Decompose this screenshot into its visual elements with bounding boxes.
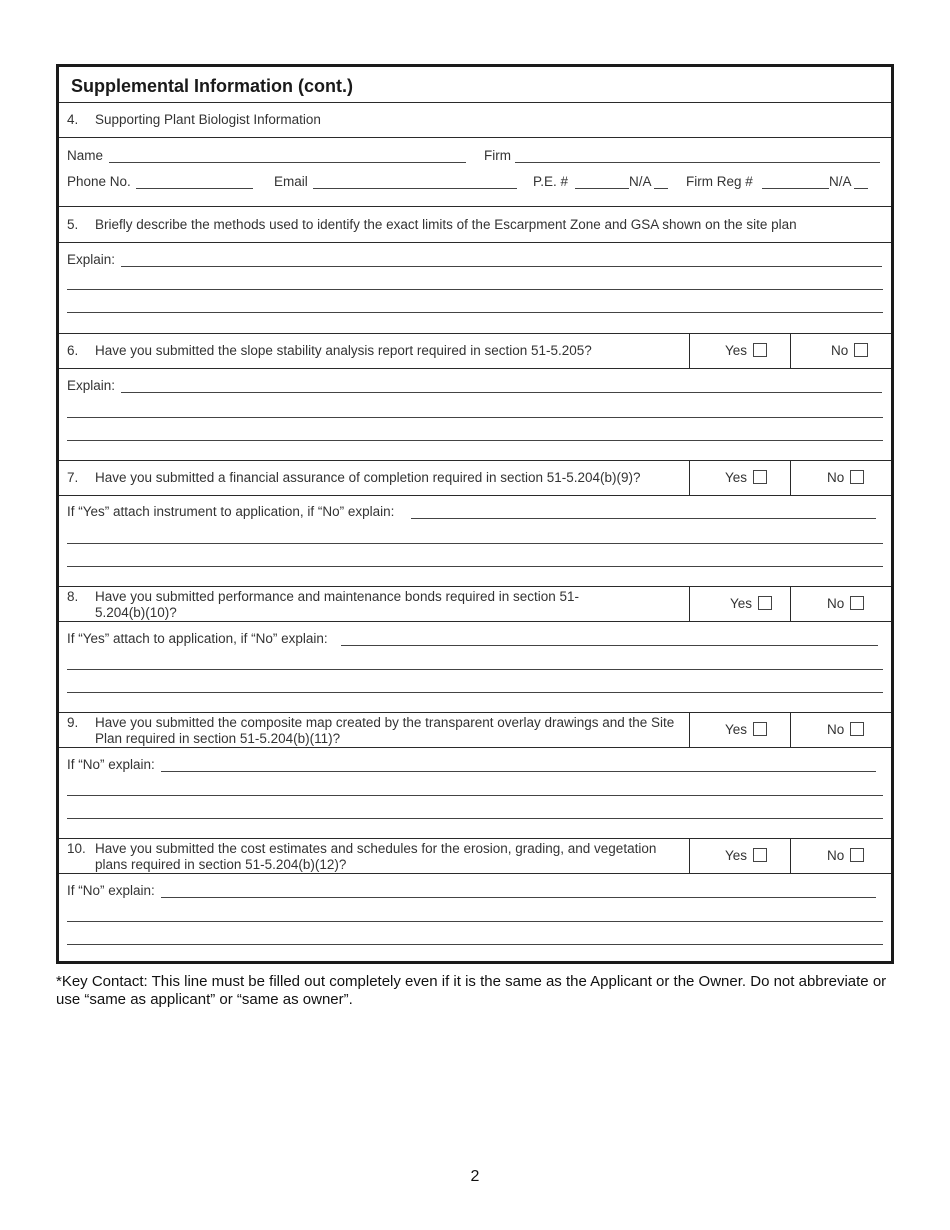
question-7-no-option[interactable] [827,470,864,485]
question-8-yes-checkbox[interactable] [758,596,772,610]
question-7-number: 7. [67,470,79,485]
question-6-text: Have you submitted the slope stability analysis report required in section 51-5.205? [95,343,592,358]
pe-number-label: P.E. # [533,174,569,189]
question-4-text: Supporting Plant Biologist Information [95,112,321,127]
question-9-no-option[interactable] [827,722,864,737]
question-7-explain-line-2[interactable] [67,543,883,544]
question-7-explain-label: If “Yes” attach instrument to application, if “No” explain: [67,504,395,519]
question-8-no-option[interactable] [827,596,864,611]
question-10-row [59,839,891,874]
question-8-explain-line-2[interactable] [67,669,883,670]
question-7-explain-line-3[interactable] [67,566,883,567]
question-8-explain-label: If “Yes” attach to application, if “No” explain: [67,631,328,646]
question-6-yes-checkbox[interactable] [753,343,767,357]
question-6-row [59,334,891,369]
firm-label: Firm [484,148,511,163]
form-title: Supplemental Information (cont.) [71,76,353,96]
question-6-explain-label: Explain: [67,378,116,393]
question-9-explain-line-2[interactable] [67,795,883,796]
yes-label: Yes [725,722,748,737]
question-5-explain-label: Explain: [67,252,116,267]
question-10-no-option[interactable] [827,848,864,863]
name-label: Name [67,148,104,163]
question-7-divider-1 [689,461,690,495]
firm-field[interactable] [515,162,880,163]
question-7-divider-2 [790,461,791,495]
question-4-row [59,103,891,138]
supplemental-form [56,64,894,964]
email-label: Email [274,174,308,189]
question-9-divider-1 [689,713,690,747]
question-8-number: 8. [67,589,79,604]
yes-label: Yes [730,596,753,611]
question-9-yes-checkbox[interactable] [753,722,767,736]
question-4-number: 4. [67,112,79,127]
question-7-text: Have you submitted a financial assurance of completion required in section 51-5.204(b)(9)? [95,470,641,485]
question-9-number: 9. [67,715,79,730]
question-6-explain-area [59,369,891,461]
no-label: No [827,848,845,863]
question-10-explain-label: If “No” explain: [67,883,155,898]
question-10-divider-1 [689,839,690,873]
question-5-number: 5. [67,217,79,232]
question-6-explain-line-3[interactable] [67,440,883,441]
question-10-explain-line-3[interactable] [67,944,883,945]
no-label: No [827,596,845,611]
yes-label: Yes [725,470,748,485]
key-contact-footnote: *Key Contact: This line must be filled out completely even if it is the same as the Applicant or the Owner. Do not abbreviate or use “same as applicant” or “same as owner”. [56,973,887,1008]
yes-label: Yes [725,343,748,358]
question-9-text: Have you submitted the composite map created by the transparent overlay drawings and the Site Plan required in section 51-5.204(b)(11)? [95,715,675,746]
no-label: No [831,343,849,358]
firm-reg-na-field[interactable] [854,188,868,189]
question-10-yes-checkbox[interactable] [753,848,767,862]
firm-reg-field[interactable] [762,188,829,189]
question-5-row [59,207,891,243]
question-8-text: Have you submitted performance and maintenance bonds required in section 51-5.204(b)(10)? [95,589,580,620]
question-10-no-checkbox[interactable] [850,848,864,862]
question-6-explain-line-1[interactable] [121,392,882,393]
question-8-explain-line-1[interactable] [341,645,878,646]
question-10-explain-area [59,874,891,962]
name-field[interactable] [109,162,466,163]
question-6-no-checkbox[interactable] [854,343,868,357]
email-field[interactable] [313,188,517,189]
firm-reg-label: Firm Reg # [686,174,753,189]
question-6-number: 6. [67,343,79,358]
question-7-yes-checkbox[interactable] [753,470,767,484]
firm-reg-na-label: N/A [829,174,852,189]
question-7-no-checkbox[interactable] [850,470,864,484]
question-7-explain-area [59,496,891,587]
question-7-row [59,461,891,496]
page-number: 2 [470,1168,480,1185]
question-10-divider-2 [790,839,791,873]
question-8-row [59,587,891,622]
pe-na-field[interactable] [654,188,668,189]
question-5-text: Briefly describe the methods used to identify the exact limits of the Escarpment Zone and GSA shown on the site plan [95,217,797,232]
question-9-yes-option[interactable] [725,722,767,737]
biologist-contact-row [59,138,891,207]
question-10-text: Have you submitted the cost estimates and schedules for the erosion, grading, and vegetation plans required in section 51-5.204(b)(12)? [95,841,657,872]
no-label: No [827,722,845,737]
question-8-explain-area [59,622,891,713]
question-9-explain-line-3[interactable] [67,818,883,819]
question-8-divider-2 [790,587,791,621]
yes-label: Yes [725,848,748,863]
question-6-divider-2 [790,334,791,368]
question-9-explain-label: If “No” explain: [67,757,155,772]
phone-field[interactable] [136,188,253,189]
question-7-explain-line-1[interactable] [411,518,876,519]
question-6-yes-option[interactable] [725,343,767,358]
question-10-explain-line-2[interactable] [67,921,883,922]
question-8-divider-1 [689,587,690,621]
question-6-divider-1 [689,334,690,368]
question-9-explain-area [59,748,891,839]
question-9-explain-line-1[interactable] [161,771,876,772]
question-6-explain-line-2[interactable] [67,417,883,418]
question-5-explain-area [59,243,891,334]
question-9-no-checkbox[interactable] [850,722,864,736]
question-7-yes-option[interactable] [725,470,767,485]
question-10-yes-option[interactable] [725,848,767,863]
pe-na-label: N/A [629,174,652,189]
question-8-no-checkbox[interactable] [850,596,864,610]
pe-number-field[interactable] [575,188,629,189]
question-9-row [59,713,891,748]
question-5-explain-line-2[interactable] [67,289,883,290]
question-10-explain-line-1[interactable] [161,897,876,898]
question-10-number: 10. [67,841,86,856]
question-9-divider-2 [790,713,791,747]
question-6-no-option[interactable] [831,343,868,358]
question-8-explain-line-3[interactable] [67,692,883,693]
question-5-explain-line-1[interactable] [121,266,882,267]
no-label: No [827,470,845,485]
question-5-explain-line-3[interactable] [67,312,883,313]
question-8-yes-option[interactable] [730,596,772,611]
form-title-row [59,67,891,103]
phone-label: Phone No. [67,174,131,189]
